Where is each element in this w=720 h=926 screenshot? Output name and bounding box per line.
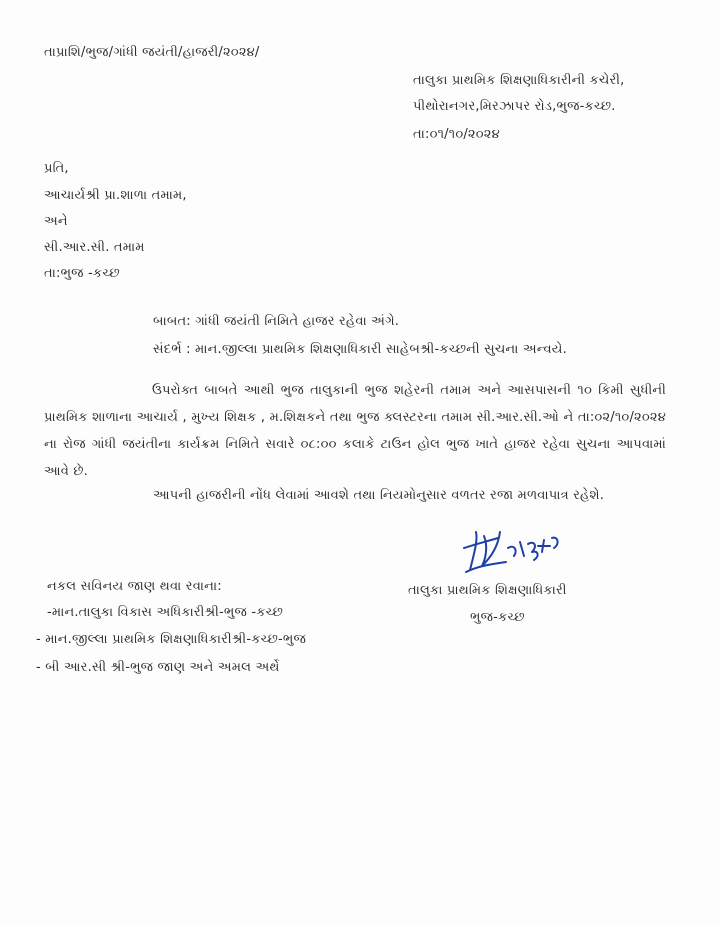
letter-date: તા:૦૧/૧૦/૨૦૨૪	[413, 127, 500, 142]
letter-reference-number: તાપ્રાશિ/ભુજ/ગાંધી જયંતી/હાજરી/૨૦૨૪/	[44, 45, 260, 60]
copy-to-line-3: - બી આર.સી શ્રી-ભુજ જાણ અને અમલ અર્થે	[36, 660, 280, 675]
body-paragraph-1: ઉપરોક્ત બાબતે આથી ભુજ તાલુકાની ભુજ શહેરની તમામ અને આસપાસની ૧૦ કિમી સુધીની પ્રાથમિક શાળાના આચાર્ય , મુખ્ય શિક્ષક , મ.શિક્ષકને તથા ભુજ ક્લસ્ટરના તમામ સી.આર.સી.ઓ ને તા:૦૨/૧૦/૨૦૨૪ ના રોજ ગાંધી જયંતીના કાર્યક્રમ નિમિતે સવારે ૦૮:૦૦ કલાકે ટાઉન હોલ ભુજ ખાતે હાજર રહેવા સુચના આપવામાં આવે છે.	[44, 383, 666, 479]
copy-to-line-2: - માન.જીલ્લા પ્રાથમિક શિક્ષણાધિકારીશ્રી-કચ્છ-ભુજ	[36, 632, 306, 647]
recipient-to: પ્રતિ,	[44, 161, 69, 176]
recipient-line-3: સી.આર.સી. તમામ	[44, 240, 145, 255]
office-name: તાલુકા પ્રાથમિક શિક્ષણાધિકારીની કચેરી,	[413, 73, 625, 88]
recipient-line-4: તા:ભુજ -કચ્છ	[44, 266, 120, 281]
signatory-place: ભુજ-કચ્છ	[470, 610, 525, 625]
office-address: પીથોરાનગર,મિરઝાપર રોડ,ભુજ-કચ્છ.	[413, 99, 616, 114]
handwritten-signature	[458, 526, 568, 576]
signatory-title: તાલુકા પ્રાથમિક શિક્ષણાધિકારી	[408, 583, 567, 598]
recipient-line-2: અને	[44, 214, 68, 229]
body-paragraph-2: આપની હાજરીની નોંધ લેવામાં આવશે તથા નિયમોનુસાર વળતર રજા મળવાપાત્ર રહેશે.	[153, 488, 605, 503]
reference-line: સંદર્ભ : માન.જીલ્લા પ્રાથમિક શિક્ષણાધિકારી સાહેબશ્રી-કચ્છની સુચના અન્વયે.	[153, 342, 567, 357]
copy-to-line-1: -માન.તાલુકા વિકાસ અધિકારીશ્રી-ભુજ -કચ્છ	[47, 605, 284, 620]
copy-to-heading: નકલ સવિનય જાણ થવા રવાના:	[47, 579, 222, 594]
subject-line: બાબત: ગાંધી જયંતી નિમિતે હાજર રહેવા અંગે.	[153, 314, 400, 329]
recipient-line-1: આચાર્યશ્રી પ્રા.શાળા તમામ,	[44, 188, 187, 203]
